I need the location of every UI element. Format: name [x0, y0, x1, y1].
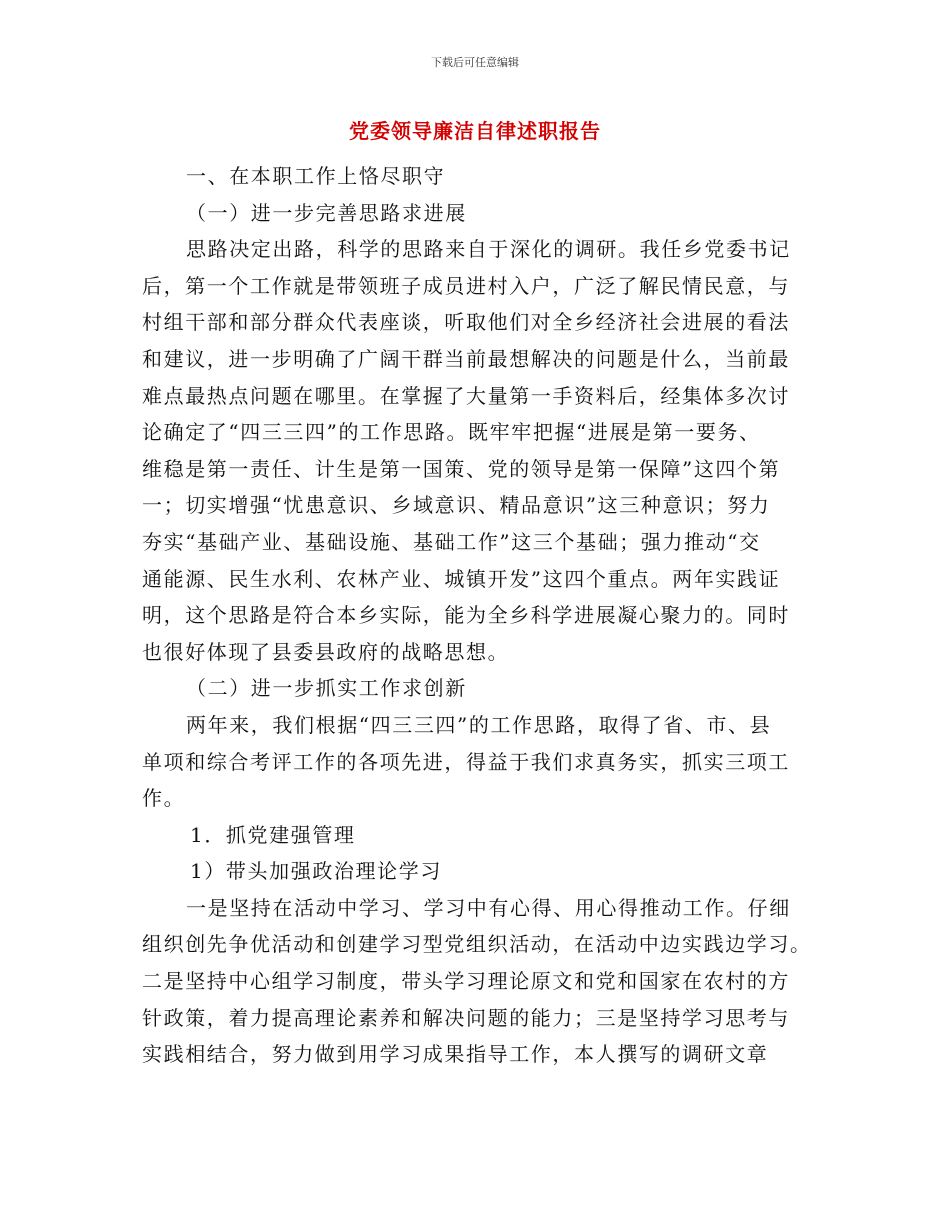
subsection-heading: （一）进一步完善思路求进展: [186, 200, 467, 225]
paragraph-line: 和建议，进一步明确了广阔干群当前最想解决的问题是什么，当前最: [142, 346, 790, 371]
numbered-subheading: 1）带头加强政治理论学习: [190, 859, 442, 884]
paragraph-line: 难点最热点问题在哪里。在掌握了大量第一手资料后，经集体多次讨: [142, 383, 790, 408]
paragraph-line: 论确定了“四三三四”的工作思路。既牢牢把握“进展是第一要务、: [142, 420, 761, 445]
subsection-heading: （二）进一步抓实工作求创新: [186, 676, 467, 701]
paragraph-line: 明，这个思路是符合本乡实际，能为全乡科学进展凝心聚力的。同时: [142, 603, 790, 628]
paragraph-line: 针政策，着力提高理论素养和解决问题的能力；三是坚持学习思考与: [142, 1005, 790, 1030]
numbered-heading: 1．抓党建强管理: [190, 822, 356, 847]
page-header-note: 下载后可任意编辑: [431, 56, 519, 69]
paragraph-line: 也很好体现了县委县政府的战略思想。: [142, 639, 510, 664]
paragraph-line: 夯实“基础产业、基础设施、基础工作”这三个基础；强力推动“交: [142, 529, 761, 554]
paragraph-line: 单项和综合考评工作的各项先进，得益于我们求真务实，抓实三项工: [142, 749, 790, 774]
paragraph-line: 作。: [142, 786, 186, 811]
document-title: 党委领导廉洁自律述职报告: [349, 119, 601, 143]
paragraph-line: 通能源、民生水利、农林产业、城镇开发”这四个重点。两年实践证: [142, 566, 781, 591]
paragraph-line: 一是坚持在活动中学习、学习中有心得、用心得推动工作。仔细: [186, 895, 791, 920]
paragraph-line: 组织创先争优活动和创建学习型党组织活动，在活动中边实践边学习。: [142, 932, 812, 957]
paragraph-line: 后，第一个工作就是带领班子成员进村入户，广泛了解民情民意，与: [142, 273, 790, 298]
paragraph-line: 一；切实增强“忧患意识、乡域意识、精品意识”这三种意识；努力: [142, 493, 771, 518]
document-body: [142, 158, 812, 1073]
paragraph-line: 两年来，我们根据“四三三四”的工作思路，取得了省、市、县: [186, 712, 772, 737]
section-heading: 一、在本职工作上恪尽职守: [186, 164, 446, 188]
paragraph-line: 二是坚持中心组学习制度，带头学习理论原文和党和国家在农村的方: [142, 969, 790, 994]
paragraph-line: 维稳是第一责任、计生是第一国策、党的领导是第一保障”这四个第: [142, 456, 781, 481]
paragraph-line: 村组干部和部分群众代表座谈，听取他们对全乡经济社会进展的看法: [142, 310, 790, 335]
paragraph-line: 思路决定出路，科学的思路来自于深化的调研。我任乡党委书记: [186, 237, 791, 262]
paragraph-line: 实践相结合，努力做到用学习成果指导工作，本人撰写的调研文章: [142, 1042, 769, 1067]
